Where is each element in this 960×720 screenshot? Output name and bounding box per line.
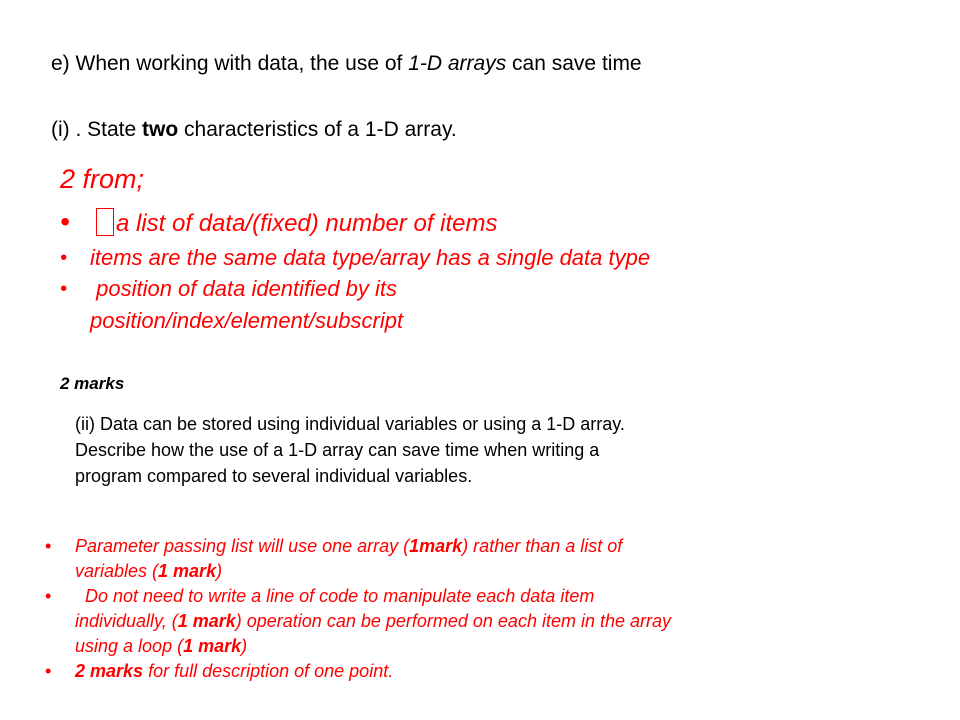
answer-ii-item-2-line-1: Do not need to write a line of code to manipulate each data item <box>75 586 595 606</box>
answer-i-marks: 2 marks <box>60 374 125 393</box>
answer-i-item-3-line-2: position/index/element/subscript <box>90 308 404 333</box>
question-ii-line-2: Describe how the use of a 1-D array can save time when writing a <box>75 440 600 460</box>
question-e-suffix: can save time <box>506 52 642 75</box>
question-i-prefix: (i) . State <box>51 118 143 141</box>
text-run: variables ( <box>75 561 159 581</box>
question-e-prefix: e) When working with data, the use of <box>51 52 409 75</box>
question-i-suffix: characteristics of a 1-D array. <box>178 118 457 141</box>
bullet-icon: • <box>60 206 70 237</box>
list-item <box>60 273 650 337</box>
mark-label: 1 mark <box>177 611 236 631</box>
text-run: using a loop ( <box>75 636 184 656</box>
answer-ii-item-1-line-2 <box>75 559 671 584</box>
question-e-emphasis: 1-D arrays <box>408 52 507 75</box>
answer-ii-item-1-line-1 <box>75 534 671 559</box>
mark-label: 2 marks <box>75 661 144 681</box>
text-run: for full description of one point. <box>143 661 394 681</box>
answer-i-item-1: a list of data/(fixed) number of items <box>116 210 498 237</box>
bullet-icon: • <box>45 536 52 556</box>
text-run: ) <box>241 636 248 656</box>
answer-i-heading: 2 from; <box>60 164 145 194</box>
answer-i-item-2: items are the same data type/array has a single data type <box>90 245 651 270</box>
bullet-icon: • <box>60 247 68 269</box>
answer-ii-item-2-line-3 <box>75 634 671 659</box>
answer-ii-list <box>45 534 671 684</box>
mark-label: 1mark <box>409 536 463 556</box>
list-item <box>45 659 671 684</box>
question-ii-line-1: (ii) Data can be stored using individual variables or using a 1-D array. <box>75 414 625 434</box>
list-item <box>45 534 671 584</box>
answer-i-item-3-line-1: position of data identified by its <box>90 276 397 301</box>
question-ii <box>75 411 875 489</box>
question-i-bold: two <box>142 118 179 141</box>
question-ii-line-3: program compared to several individual variables. <box>75 466 473 486</box>
bullet-icon: • <box>45 661 52 681</box>
text-run: individually, ( <box>75 611 178 631</box>
text-run: ) operation can be performed on each item in the array <box>235 611 672 631</box>
list-item <box>60 243 650 273</box>
question-e <box>51 52 642 76</box>
bullet-icon: • <box>60 278 68 300</box>
mark-label: 1 mark <box>183 636 242 656</box>
bullet-icon: • <box>45 586 52 606</box>
question-i <box>51 118 457 142</box>
text-run: Parameter passing list will use one array ( <box>75 536 410 556</box>
text-run: ) rather than a list of <box>462 536 623 556</box>
answer-i-list <box>60 205 650 337</box>
text-run: ) <box>216 561 223 581</box>
missing-glyph-icon <box>96 208 114 236</box>
answer-ii-item-2-line-2 <box>75 609 671 634</box>
list-item <box>60 205 650 243</box>
list-item <box>45 584 671 659</box>
answer-ii-item-3 <box>75 659 671 684</box>
mark-label: 1 mark <box>158 561 217 581</box>
